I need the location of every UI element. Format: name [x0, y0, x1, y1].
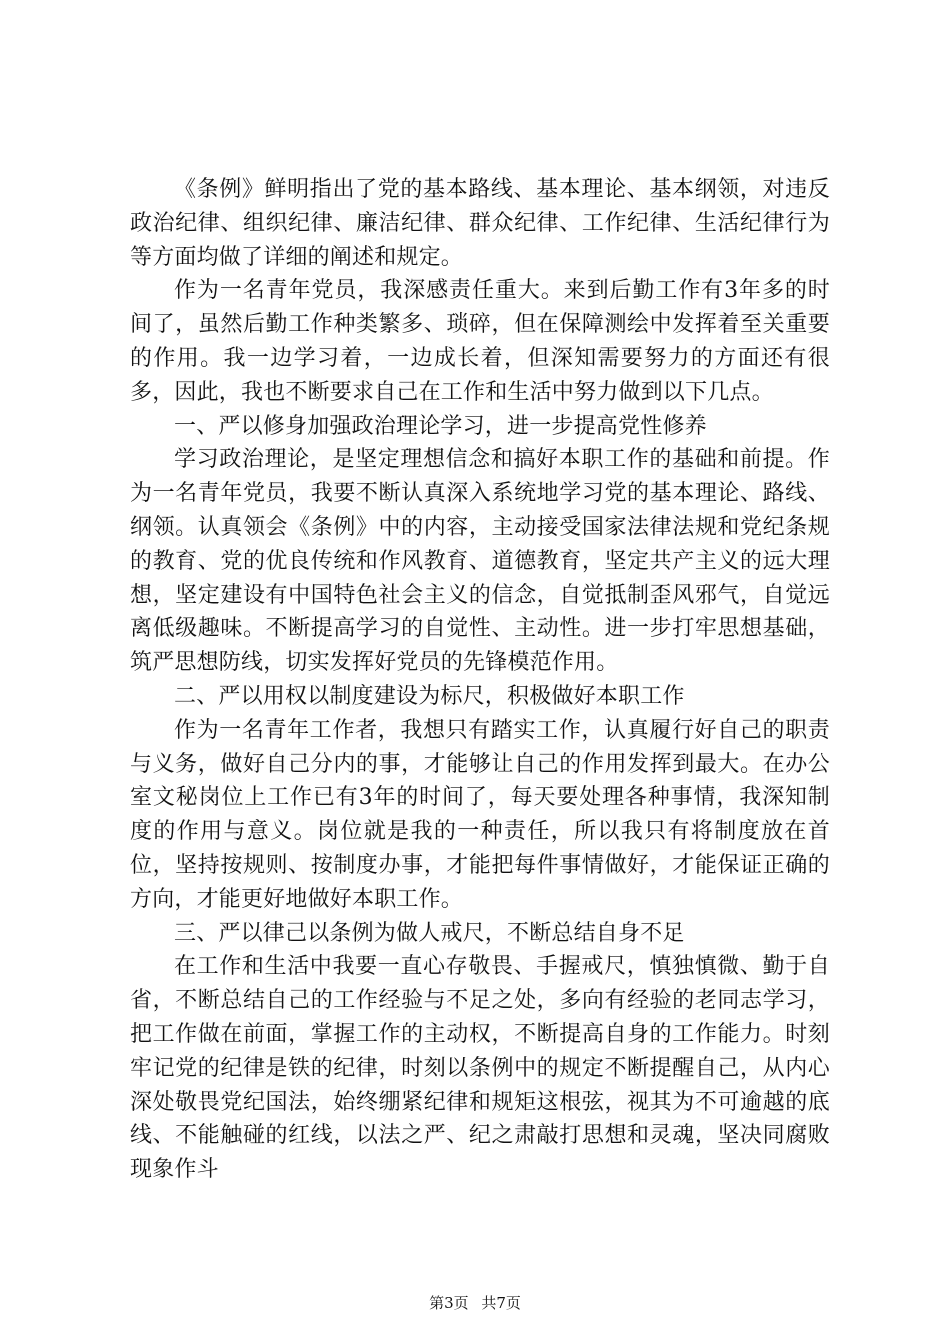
- page-number: 第3页: [429, 1294, 469, 1312]
- paragraph-personal-responsibility: 作为一名青年党员，我深感责任重大。来到后勤工作有3年多的时间了，虽然后勤工作种类繁多、琐碎，但在保障测绘中发挥着至关重要的作用。我一边学习着，一边成长着，但深知需要努力的方面还有很多，因此，我也不断要求自己在工作和生活中努力做到以下几点。: [130, 278, 830, 405]
- paragraph-job-duties: 作为一名青年工作者，我想只有踏实工作，认真履行好自己的职责与义务，做好自己分内的事，才能够让自己的作用发挥到最大。在办公室文秘岗位上工作已有3年的时间了，每天要处理各种事情，我深知制度的作用与意义。岗位就是我的一种责任，所以我只有将制度放在首位，坚持按规则、按制度办事，才能把每件事情做好，才能保证正确的方向，才能更好地做好本职工作。: [130, 717, 830, 912]
- page-total: 共7页: [481, 1294, 521, 1312]
- document-body: [130, 173, 830, 1187]
- section-heading-3: 三、严以律己以条例为做人戒尺，不断总结自身不足: [174, 920, 685, 946]
- page-footer: [0, 1292, 950, 1313]
- section-heading-2: 二、严以用权以制度建设为标尺，积极做好本职工作: [174, 683, 685, 709]
- paragraph-self-discipline: 在工作和生活中我要一直心存敬畏、手握戒尺，慎独慎微、勤于自省，不断总结自己的工作经验与不足之处，多向有经验的老同志学习，把工作做在前面，掌握工作的主动权，不断提高自身的工作能力。时刻牢记党的纪律是铁的纪律，时刻以条例中的规定不断提醒自己，从内心深处敬畏党纪国法，始终绷紧纪律和规矩这根弦，视其为不可逾越的底线、不能触碰的红线，以法之严、纪之肃敲打思想和灵魂，坚决同腐败现象作斗: [130, 954, 830, 1183]
- section-heading-1: 一、严以修身加强政治理论学习，进一步提高党性修养: [174, 413, 707, 439]
- paragraph-regulation-summary: 《条例》鲜明指出了党的基本路线、基本理论、基本纲领，对违反政治纪律、组织纪律、廉洁纪律、群众纪律、工作纪律、生活纪律行为等方面均做了详细的阐述和规定。: [130, 177, 830, 270]
- paragraph-political-theory: 学习政治理论，是坚定理想信念和搞好本职工作的基础和前提。作为一名青年党员，我要不断认真深入系统地学习党的基本理论、路线、纲领。认真领会《条例》中的内容，主动接受国家法律法规和党纪条规的教育、党的优良传统和作风教育、道德教育，坚定共产主义的远大理想，坚定建设有中国特色社会主义的信念，自觉抵制歪风邪气，自觉远离低级趣味。不断提高学习的自觉性、主动性。进一步打牢思想基础，筑严思想防线，切实发挥好党员的先锋模范作用。: [130, 447, 830, 676]
